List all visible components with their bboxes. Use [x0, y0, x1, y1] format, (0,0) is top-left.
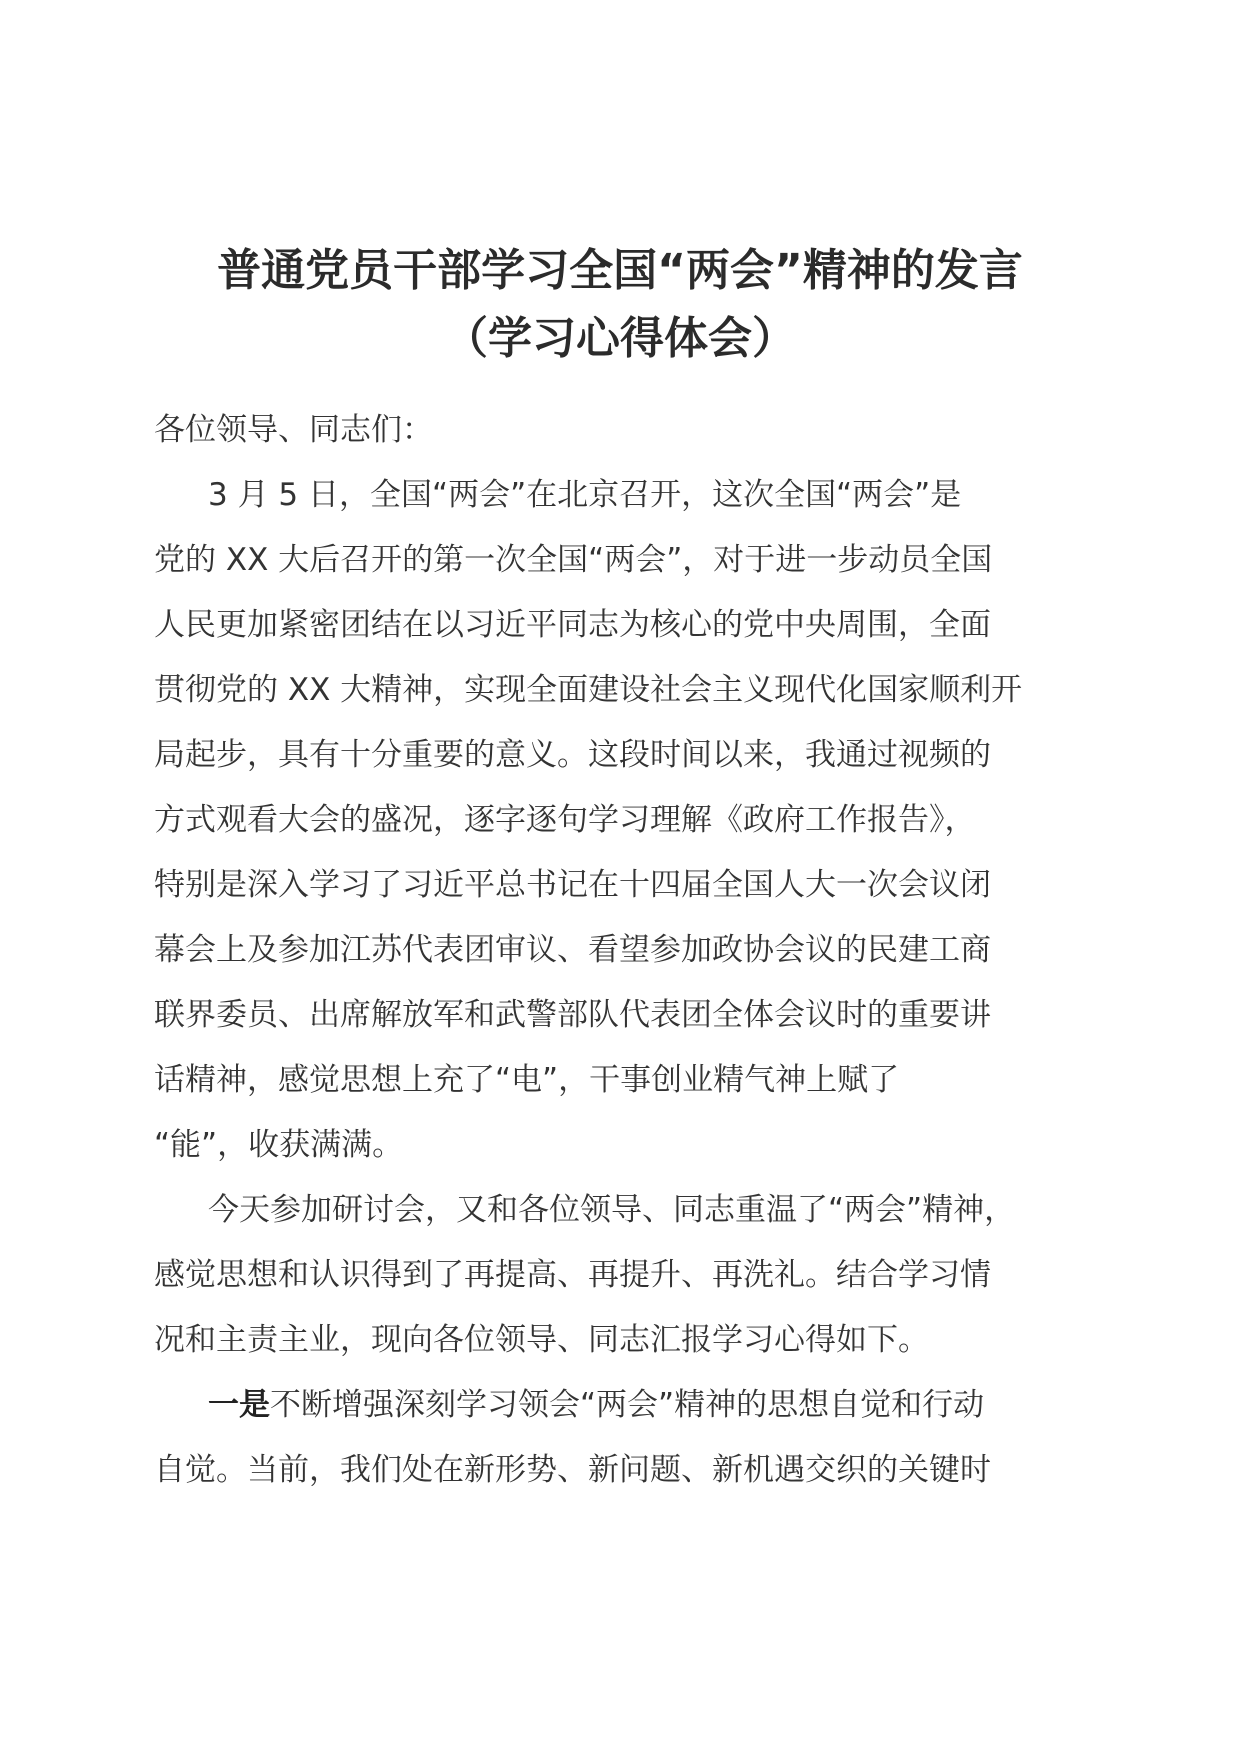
paragraph-1 — [154, 463, 1094, 1178]
paragraph-line: 人民更加紧密团结在以习近平同志为核心的党中央周围，全面 — [154, 607, 991, 643]
document-body — [154, 398, 1094, 1503]
paragraph-line: 局起步，具有十分重要的意义。这段时间以来，我通过视频的 — [154, 737, 991, 773]
document-title: 普通党员干部学习全国“两会”精神的发言 — [217, 245, 1023, 296]
salutation: 各位领导、同志们： — [154, 412, 433, 448]
point-lead: 一是 — [208, 1387, 270, 1423]
paragraph-line: 况和主责主业，现向各位领导、同志汇报学习心得如下。 — [154, 1322, 929, 1358]
paragraph-line: 贯彻党的 XX 大精神，实现全面建设社会主义现代化国家顺利开 — [154, 672, 1023, 708]
paragraph-line: 话精神，感觉思想上充了“电”，干事创业精气神上赋了 — [154, 1062, 900, 1098]
paragraph-line: 自觉。当前，我们处在新形势、新问题、新机遇交织的关键时 — [154, 1452, 991, 1488]
paragraph-line: 今天参加研讨会，又和各位领导、同志重温了“两会”精神， — [208, 1192, 1016, 1228]
paragraph-2 — [154, 1178, 1094, 1373]
paragraph-line: 感觉思想和认识得到了再提高、再提升、再洗礼。结合学习情 — [154, 1257, 991, 1293]
paragraph-line: 方式观看大会的盛况，逐字逐句学习理解《政府工作报告》， — [154, 802, 976, 838]
paragraph-line — [154, 1373, 1094, 1438]
paragraph-line: 联界委员、出席解放军和武警部队代表团全体会议时的重要讲 — [154, 997, 991, 1033]
paragraph-line: 党的 XX 大后召开的第一次全国“两会”，对于进一步动员全国 — [154, 542, 993, 578]
document-subtitle: （学习心得体会） — [444, 313, 796, 364]
paragraph-line: 幕会上及参加江苏代表团审议、看望参加政协会议的民建工商 — [154, 932, 991, 968]
paragraph-line: 特别是深入学习了习近平总书记在十四届全国人大一次会议闭 — [154, 867, 991, 903]
point-text: 不断增强深刻学习领会“两会”精神的思想自觉和行动 — [270, 1387, 985, 1423]
paragraph-3 — [154, 1373, 1094, 1503]
paragraph-line: “能”，收获满满。 — [154, 1127, 404, 1163]
paragraph-line: 3 月 5 日，全国“两会”在北京召开，这次全国“两会”是 — [208, 477, 962, 513]
